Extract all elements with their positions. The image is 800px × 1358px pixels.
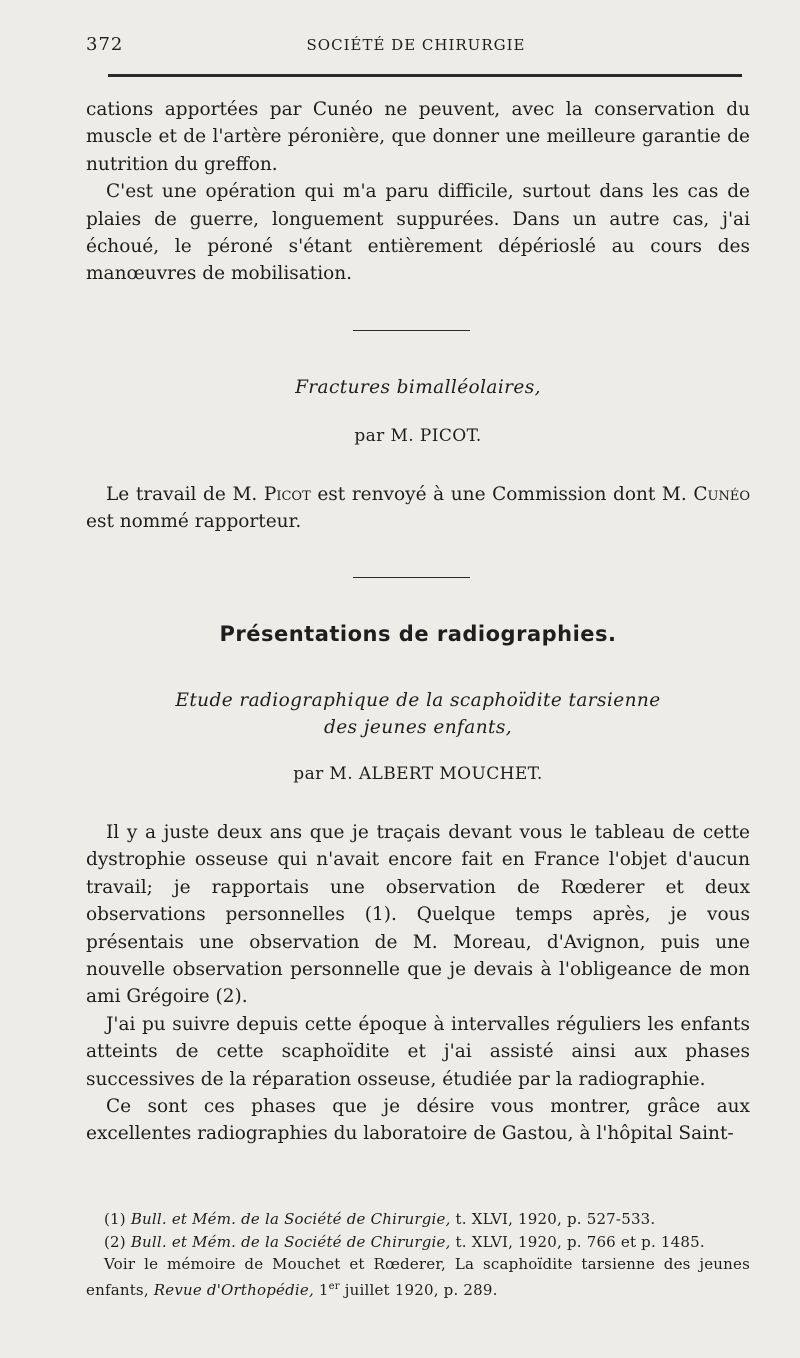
commission-notice bbox=[86, 481, 750, 536]
paragraph: cations apportées par Cunéo ne peuvent, avec la conservation du muscle et de l'artère péronière, que donner une meilleure garantie de nutrition du greffon. bbox=[86, 99, 750, 175]
footnote-2: (2) Bull. et Mém. de la Société de Chirurgie, t. XLVI, 1920, p. 766 et p. 1485. bbox=[104, 1232, 705, 1251]
article-body bbox=[86, 819, 750, 1148]
article-title-line2: des jeunes enfants, bbox=[323, 717, 513, 738]
paragraph: Il y a juste deux ans que je traçais devant vous le tableau de cette dystrophie osseuse qui n'avait encore fait en France l'objet d'aucun travail; je rapportais une observation de Rœderer et deux observations personnelles (1). Quelque temps après, je vous présentais une observation de M. Moreau, d'Avignon, puis une nouvelle observation personnelle que je devais à l'obligeance de mon ami Grégoire (2). bbox=[86, 822, 750, 1008]
page-header bbox=[86, 34, 746, 58]
continued-text-block bbox=[86, 96, 750, 288]
section-title: Présentations de radiographies. bbox=[219, 622, 617, 646]
footnote-1: (1) Bull. et Mém. de la Société de Chirurgie, t. XLVI, 1920, p. 527-533. bbox=[104, 1210, 656, 1228]
page-number: 372 bbox=[86, 34, 124, 55]
separator-rule bbox=[353, 577, 470, 578]
byline-picot bbox=[86, 426, 750, 446]
byline-prefix: par M. bbox=[354, 426, 415, 446]
author-name: PICOT. bbox=[419, 426, 482, 446]
article-title-picot: Fractures bimalléolaires, bbox=[295, 377, 541, 398]
byline-mouchet: par M. ALBERT MOUCHET. bbox=[293, 764, 543, 784]
header-rule bbox=[108, 74, 742, 77]
footnotes bbox=[86, 1208, 750, 1301]
name-picot: Picot bbox=[263, 484, 311, 505]
separator-rule bbox=[353, 330, 470, 331]
paragraph: J'ai pu suivre depuis cette époque à intervalles réguliers les enfants atteints de cette scaphoïdite et j'ai assisté ainsi aux phases successives de la réparation osseuse, étudiée par la radiographie. bbox=[86, 1013, 750, 1090]
paragraph: Ce sont ces phases que je désire vous montrer, grâce aux excellentes radiographies du laboratoire de Gastou, à l'hôpital Saint- bbox=[86, 1096, 750, 1145]
article-title-line1: Etude radiographique de la scaphoïdite tarsienne bbox=[175, 690, 661, 711]
running-head: SOCIÉTÉ DE CHIRURGIE bbox=[306, 36, 526, 54]
name-cuneo: Cunéo bbox=[693, 484, 750, 505]
footnote-2-continuation: Voir le mémoire de Mouchet et Rœderer, La scaphoïdite tarsienne des jeunes enfants, Revue d'Orthopédie, 1er juillet 1920, p. 289. bbox=[86, 1255, 750, 1299]
paragraph: Le travail de M. Picot est renvoyé à une Commission dont M. Cunéo est nommé rapporteur. bbox=[86, 484, 750, 533]
paragraph: C'est une opération qui m'a paru difficile, surtout dans les cas de plaies de guerre, longuement suppurées. Dans un autre cas, j'ai échoué, le péroné s'étant entièrement dépérioslé au cours des manœuvres de mobilisation. bbox=[86, 181, 750, 285]
